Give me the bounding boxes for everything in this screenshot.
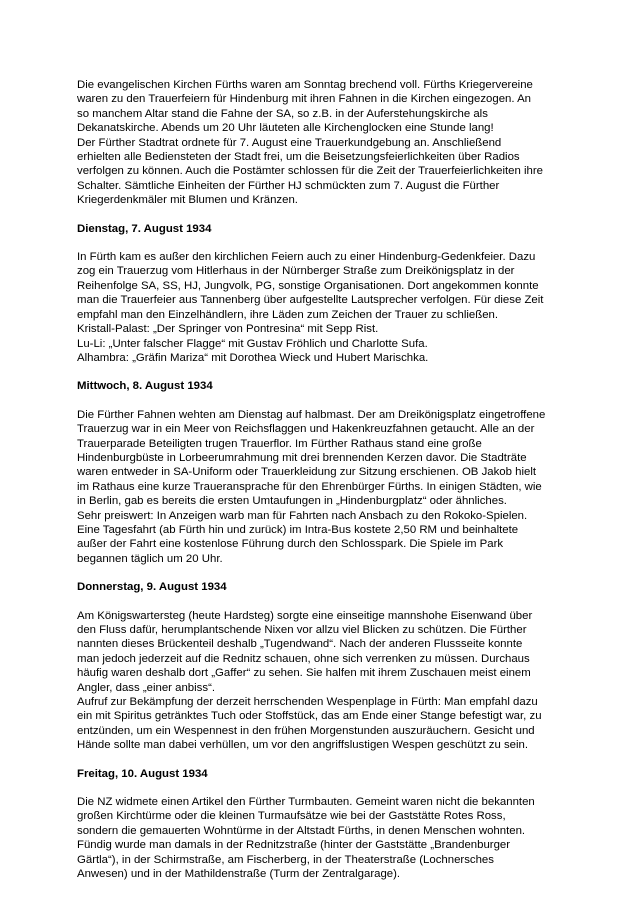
text-line: Trauerzug war in ein Meer von Reichsflaggen und Hakenkreuzfahnen getaucht. Alle an der bbox=[77, 423, 535, 436]
text-line: Lu-Li: „Unter falscher Flagge“ mit Gustav Fröhlich und Charlotte Sufa. bbox=[77, 337, 428, 350]
text-line: waren zu den Trauerfeiern für Hindenburg mit ihren Fahnen in die Kirchen eingezogen. An bbox=[77, 93, 532, 106]
text-line: erhielten alle Bediensteten der Stadt frei, um die Beisetzungsfeierlichkeiten über Radios bbox=[77, 151, 520, 164]
text-line: zog ein Trauerzug vom Hitlerhaus in der Nürnberger Straße zum Dreikönigsplatz in der bbox=[77, 265, 515, 278]
text-line: sondern die gemauerten Wohntürme in der Altstadt Fürths, in denen Menschen wohnten. bbox=[77, 824, 526, 837]
section-freitag bbox=[77, 767, 559, 882]
text-line: Trauerparade Beteiligten trugen Trauerflor. Im Fürther Rathaus stand eine große bbox=[77, 437, 482, 450]
paragraph bbox=[77, 609, 559, 753]
text-line: ein mit Spiritus getränktes Tuch oder Stoffstück, das am Ende einer Stange befestigt war, zu bbox=[77, 710, 542, 723]
text-line: Fündig wurde man damals in der Rednitzstraße (hinter der Gaststätte „Brandenburger bbox=[77, 839, 511, 852]
text-line: verfolgen zu können. Auch die Postämter schlossen für die Zeit der Trauerfeierlichkeiten ihre bbox=[77, 165, 543, 178]
paragraph bbox=[77, 250, 559, 365]
text-line: Die Fürther Fahnen wehten am Dienstag auf halbmast. Der am Dreikönigsplatz eingetroffene bbox=[77, 408, 546, 421]
text-line: nannten dieses Brückenteil deshalb „Tugendwand“. Nach der anderen Flussseite konnte bbox=[77, 638, 523, 651]
text-line: häufig waren deshalb dort „Gaffer“ zu sehen. Sie halfen mit ihrem Zuschauen meist einem bbox=[77, 667, 531, 680]
document-page bbox=[77, 78, 559, 882]
text-line: Kriegerdenkmäler mit Blumen und Kränzen. bbox=[77, 194, 298, 207]
text-line: Die evangelischen Kirchen Fürths waren am Sonntag brechend voll. Fürths Kriegervereine bbox=[77, 79, 533, 91]
text-line: Kristall-Palast: „Der Springer von Pontresina“ mit Sepp Rist. bbox=[77, 323, 379, 336]
text-line: Eine Tagesfahrt (ab Fürth hin und zurück) im Intra-Bus kostete 2,50 RM und beinhaltete bbox=[77, 523, 519, 536]
text-line: begannen täglich um 20 Uhr. bbox=[77, 552, 223, 565]
text-line: Sehr preiswert: In Anzeigen warb man für Fahrten nach Ansbach zu den Rokoko-Spielen. bbox=[77, 509, 528, 522]
text-line: in Berlin, gab es bereits die ersten Umtaufungen in „Hindenburgplatz“ oder ähnliches. bbox=[77, 495, 507, 508]
text-line: Hände sollte man dabei verhüllen, um vor den angriffslustigen Wespen geschützt zu sein. bbox=[77, 739, 529, 752]
section-intro bbox=[77, 78, 559, 208]
paragraph bbox=[77, 78, 559, 208]
text-line: empfahl man den Einzelhändlern, ihre Läden zum Zeichen der Trauer zu schließen. bbox=[77, 308, 499, 321]
text-line: entzünden, um ein Wespennest in den frühen Morgenstunden auszuräuchern. Gesicht und bbox=[77, 724, 535, 737]
text-line: Gärtla“), in der Schirmstraße, am Fischerberg, in der Theaterstraße (Lochnersches bbox=[77, 853, 494, 866]
section-heading: Freitag, 10. August 1934 bbox=[77, 767, 208, 780]
text-line: man die Trauerfeier aus Tannenberg über aufgestellte Lautsprecher verfolgen. Für diese Zeit bbox=[77, 294, 544, 307]
section-mittwoch bbox=[77, 379, 559, 566]
text-line: Der Fürther Stadtrat ordnete für 7. August eine Trauerkundgebung an. Anschließend bbox=[77, 136, 502, 149]
section-dienstag bbox=[77, 222, 559, 366]
text-line: im Rathaus eine kurze Traueransprache für den Ehrenbürger Fürths. In einigen Städten, wie bbox=[77, 480, 542, 493]
text-line: Hindenburgbüste in Lorbeerumrahmung mit drei brennenden Kerzen davor. Die Stadträte bbox=[77, 451, 527, 464]
text-line: Anwesen) und in der Mathildenstraße (Turm der Zentralgarage). bbox=[77, 868, 401, 881]
section-donnerstag bbox=[77, 580, 559, 752]
text-line: Aufruf zur Bekämpfung der derzeit herrschenden Wespenplage in Fürth: Man empfahl dazu bbox=[77, 696, 538, 709]
text-line: Am Königswartersteg (heute Hardsteg) sorgte eine einseitige mannshohe Eisenwand über bbox=[77, 609, 533, 622]
text-line: Reihenfolge SA, SS, HJ, Jungvolk, PG, sonstige Organisationen. Dort angekommen konnte bbox=[77, 279, 539, 292]
text-line: Alhambra: „Gräfin Mariza“ mit Dorothea Wieck und Hubert Marischka. bbox=[77, 351, 429, 364]
text-line: großen Kirchtürme oder die kleinen Turmaufsätze wie bei der Gaststätte Rotes Ross, bbox=[77, 810, 506, 823]
section-heading: Mittwoch, 8. August 1934 bbox=[77, 380, 213, 393]
text-line: Die NZ widmete einen Artikel den Fürther Turmbauten. Gemeint waren nicht die bekannten bbox=[77, 796, 535, 809]
paragraph bbox=[77, 795, 559, 881]
text-line: so manchem Altar stand die Fahne der SA, so z.B. in der Auferstehungskirche als bbox=[77, 107, 488, 120]
text-line: waren entweder in SA-Uniform oder Trauerkleidung zur Sitzung erschienen. OB Jakob hielt bbox=[77, 466, 537, 479]
text-line: den Fluss dafür, herumplantschende Nixen vor allzu viel Blicken zu schützen. Die Fürther bbox=[77, 624, 527, 636]
text-line: In Fürth kam es außer den kirchlichen Feiern auch zu einer Hindenburg-Gedenkfeier. Dazu bbox=[77, 251, 536, 264]
text-line: Angler, dass „einer anbiss“. bbox=[77, 681, 216, 694]
text-line: außer der Fahrt eine kostenlose Führung durch den Schlosspark. Die Spiele im Park bbox=[77, 538, 504, 551]
text-line: Schalter. Sämtliche Einheiten der Fürther HJ schmückten zum 7. August die Fürther bbox=[77, 179, 500, 192]
text-line: man jedoch jederzeit auf die Rednitz schauen, ohne sich verrenken zu müssen. Durchaus bbox=[77, 652, 530, 665]
text-line: Dekanatskirche. Abends um 20 Uhr läuteten alle Kirchenglocken eine Stunde lang! bbox=[77, 122, 494, 135]
paragraph bbox=[77, 408, 559, 566]
section-heading: Dienstag, 7. August 1934 bbox=[77, 222, 212, 235]
section-heading: Donnerstag, 9. August 1934 bbox=[77, 581, 227, 594]
